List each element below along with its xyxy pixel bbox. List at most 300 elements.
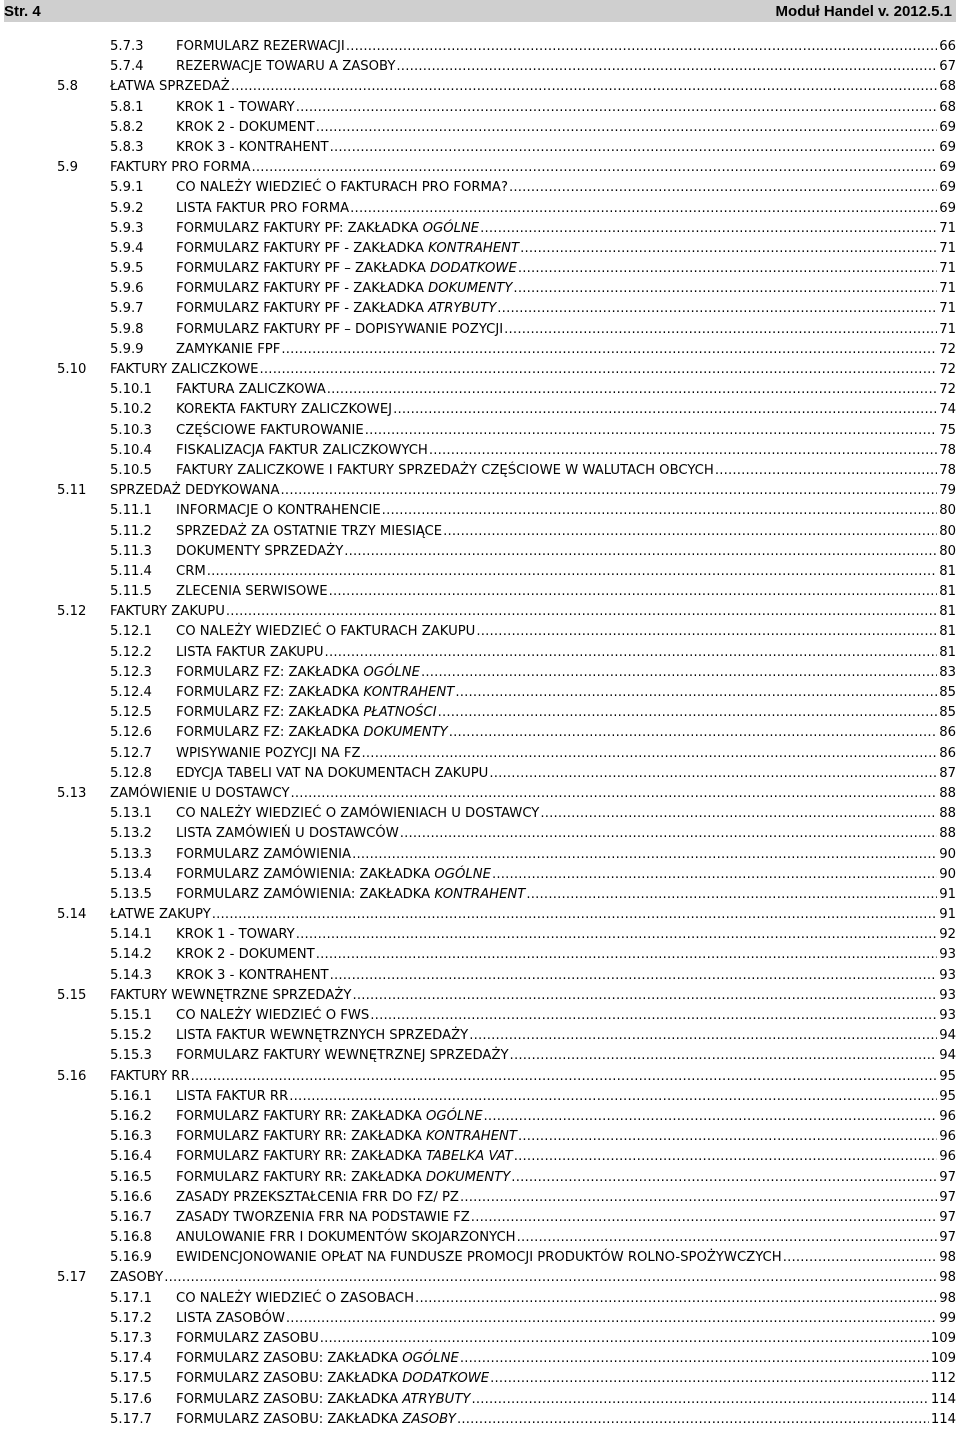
table-of-contents (0, 37, 960, 1430)
toc-entry-page: 96 (939, 1149, 956, 1165)
toc-entry-title: CO NALEŻY WIEDZIEĆ O ZASOBACH (176, 1290, 415, 1306)
toc-entry-number: 5.17.3 (110, 1331, 152, 1346)
dot-leader (329, 582, 938, 602)
toc-entry-number: 5.7.4 (110, 59, 144, 75)
toc-entry[interactable] (0, 602, 960, 622)
toc-entry[interactable] (0, 279, 960, 299)
dot-leader (260, 360, 938, 380)
toc-entry-title: KROK 1 - TOWARY (176, 927, 295, 943)
toc-entry-number: 5.11.2 (110, 523, 152, 539)
toc-entry[interactable] (0, 562, 960, 582)
toc-entry-page: 80 (939, 503, 956, 519)
toc-entry[interactable] (0, 380, 960, 400)
toc-entry-title-italic: OGÓLNE (402, 1351, 459, 1367)
toc-entry-page: 97 (939, 1169, 956, 1185)
dot-leader (396, 57, 937, 77)
toc-entry-number: 5.12.6 (110, 725, 152, 741)
dot-leader (327, 380, 937, 400)
toc-entry-page: 71 (939, 281, 956, 297)
toc-entry[interactable] (0, 481, 960, 501)
toc-entry-page: 69 (939, 139, 956, 155)
toc-entry[interactable] (0, 98, 960, 118)
toc-entry[interactable] (0, 925, 960, 945)
toc-entry-page: 88 (939, 826, 956, 842)
toc-entry-page: 71 (939, 220, 956, 236)
dot-leader (449, 723, 938, 743)
toc-entry-number: 5.12.2 (110, 644, 152, 660)
dot-leader (476, 622, 937, 642)
toc-entry-page: 72 (939, 382, 956, 398)
toc-entry-title: FAKTURY ZAKUPU (110, 604, 225, 620)
dot-leader (207, 562, 937, 582)
dot-leader (320, 1329, 929, 1349)
toc-entry[interactable] (0, 1188, 960, 1208)
toc-entry-title-italic: DOKUMENTY (363, 725, 448, 741)
toc-entry-title: ANULOWANIE FRR I DOKUMENTÓW SKOJARZONYCH (176, 1230, 516, 1246)
toc-entry-title: ZAMYKANIE FPF (176, 341, 281, 357)
toc-entry-title: FORMULARZ FZ: ZAKŁADKA DOKUMENTY (176, 725, 448, 741)
toc-entry-title: LISTA ZAMÓWIEŃ U DOSTAWCÓW (176, 826, 399, 842)
toc-entry-number: 5.13.2 (110, 826, 152, 842)
dot-leader (281, 481, 938, 501)
dot-leader (457, 1410, 929, 1430)
toc-entry-title: FORMULARZ FAKTURY PF - ZAKŁADKA ATRYBUTY (176, 301, 497, 317)
toc-entry[interactable] (0, 945, 960, 965)
toc-entry-page: 93 (939, 967, 956, 983)
toc-entry-number: 5.15 (57, 987, 87, 1003)
toc-entry-page: 114 (930, 1411, 956, 1427)
toc-entry[interactable] (0, 400, 960, 420)
toc-entry-number: 5.11.4 (110, 563, 152, 579)
toc-entry[interactable] (0, 299, 960, 319)
toc-entry[interactable] (0, 1228, 960, 1248)
toc-entry[interactable] (0, 885, 960, 905)
toc-entry-title-italic: OGÓLNE (426, 1108, 483, 1124)
toc-entry-title: FORMULARZ FAKTURY RR: ZAKŁADKA KONTRAHENT (176, 1129, 517, 1145)
toc-entry-title: FORMULARZ FAKTURY PF - ZAKŁADKA DOKUMENTY (176, 281, 513, 297)
toc-entry[interactable] (0, 1309, 960, 1329)
toc-entry-number: 5.14.2 (110, 947, 152, 963)
toc-entry-number: 5.13 (57, 785, 87, 801)
toc-entry-page: 69 (939, 119, 956, 135)
toc-entry-title: FORMULARZ FAKTURY PF – ZAKŁADKA DODATKOWE (176, 261, 517, 277)
dot-leader (504, 320, 937, 340)
toc-entry-page: 68 (939, 99, 956, 115)
toc-entry[interactable] (0, 259, 960, 279)
toc-entry-number: 5.17.2 (110, 1310, 152, 1326)
toc-entry-title: CRM (176, 563, 206, 579)
toc-entry-title: DOKUMENTY SPRZEDAŻY (176, 543, 344, 559)
toc-entry-page: 94 (939, 1028, 956, 1044)
toc-entry-page: 81 (939, 624, 956, 640)
toc-entry-number: 5.12.4 (110, 685, 152, 700)
toc-entry-title: REZERWACJE TOWARU A ZASOBY (176, 59, 396, 75)
dot-leader (365, 421, 938, 441)
toc-entry[interactable] (0, 683, 960, 703)
toc-entry[interactable] (0, 1268, 960, 1288)
toc-entry-page: 88 (939, 806, 956, 822)
toc-entry-number: 5.10.5 (110, 462, 152, 478)
toc-entry-number: 5.9.1 (110, 180, 144, 196)
toc-entry-title: FORMULARZ ZAMÓWIENIA: ZAKŁADKA KONTRAHENT (176, 886, 526, 902)
toc-entry[interactable] (0, 1006, 960, 1026)
dot-leader (518, 259, 937, 279)
toc-entry-page: 85 (939, 685, 956, 700)
toc-entry[interactable] (0, 1026, 960, 1046)
toc-entry-page: 78 (939, 442, 956, 458)
toc-entry[interactable] (0, 582, 960, 602)
toc-entry-number: 5.16.3 (110, 1129, 152, 1145)
toc-entry[interactable] (0, 421, 960, 441)
toc-entry[interactable] (0, 118, 960, 138)
page-number-label: Str. 4 (4, 3, 41, 20)
toc-entry-number: 5.12.8 (110, 765, 152, 781)
toc-entry-title-italic: DOKUMENTY (428, 281, 513, 297)
toc-entry-title-italic: OGÓLNE (434, 866, 491, 882)
toc-entry-number: 5.17.1 (110, 1290, 152, 1306)
toc-entry-page: 97 (939, 1209, 956, 1225)
toc-entry-title-italic: ATRYBUTY (428, 301, 497, 317)
toc-entry-page: 94 (939, 1048, 956, 1064)
dot-leader (212, 905, 937, 925)
page-header (4, 0, 956, 22)
toc-entry-title-italic: ZASOBY (402, 1411, 456, 1427)
toc-entry-title: KROK 2 - DOKUMENT (176, 947, 315, 963)
toc-entry-title-italic: OGÓLNE (422, 220, 480, 236)
toc-entry[interactable] (0, 441, 960, 461)
toc-entry-number: 5.7.3 (110, 39, 144, 54)
toc-entry-title: ŁATWA SPRZEDAŻ (110, 79, 230, 95)
toc-entry-page: 74 (939, 402, 956, 418)
toc-entry-title: FAKTURY ZALICZKOWE (110, 362, 259, 377)
toc-entry-number: 5.10.1 (110, 382, 152, 398)
toc-entry[interactable] (0, 178, 960, 198)
toc-entry[interactable] (0, 1329, 960, 1349)
toc-entry-page: 109 (930, 1351, 956, 1367)
toc-entry-page: 81 (939, 584, 956, 600)
dot-leader (520, 239, 937, 259)
toc-entry-number: 5.16.6 (110, 1189, 152, 1205)
toc-entry-title: FORMULARZ ZASOBU: ZAKŁADKA ZASOBY (176, 1411, 456, 1427)
toc-entry-page: 90 (939, 866, 956, 882)
toc-entry[interactable] (0, 522, 960, 542)
toc-entry-title: FORMULARZ FZ: ZAKŁADKA OGÓLNE (176, 664, 420, 680)
toc-entry-title: FORMULARZ FAKTURY PF: ZAKŁADKA OGÓLNE (176, 220, 480, 236)
toc-entry-number: 5.9.6 (110, 281, 144, 297)
toc-entry-number: 5.10.2 (110, 402, 152, 418)
toc-entry-title: WPISYWANIE POZYCJI NA FZ (176, 745, 361, 761)
toc-entry-title: EDYCJA TABELI VAT NA DOKUMENTACH ZAKUPU (176, 765, 489, 781)
dot-leader (443, 522, 937, 542)
toc-entry-page: 99 (939, 1310, 956, 1326)
toc-entry[interactable] (0, 461, 960, 481)
toc-entry-number: 5.9.3 (110, 220, 144, 236)
toc-entry-number: 5.9.5 (110, 261, 144, 277)
toc-entry[interactable] (0, 37, 960, 57)
toc-entry-page: 88 (939, 785, 956, 801)
toc-entry-page: 91 (939, 907, 956, 923)
toc-entry[interactable] (0, 1127, 960, 1147)
dot-leader (316, 945, 938, 965)
toc-entry-title: KROK 3 - KONTRAHENT (176, 139, 329, 155)
toc-entry-number: 5.16.9 (110, 1250, 152, 1266)
toc-entry-page: 75 (939, 422, 956, 438)
toc-entry-page: 98 (939, 1250, 956, 1266)
toc-entry-title: KROK 3 - KONTRAHENT (176, 967, 329, 983)
toc-entry-title: ZASOBY (110, 1270, 164, 1286)
dot-leader (289, 1087, 937, 1107)
toc-entry-title: FORMULARZ FAKTURY RR: ZAKŁADKA DOKUMENTY (176, 1169, 511, 1185)
toc-entry-number: 5.9.8 (110, 321, 144, 337)
toc-entry[interactable] (0, 824, 960, 844)
toc-entry-title: FAKTURY RR (110, 1068, 190, 1084)
toc-entry-title: FORMULARZ ZASOBU: ZAKŁADKA OGÓLNE (176, 1351, 459, 1367)
dot-leader (330, 138, 938, 158)
toc-entry[interactable] (0, 158, 960, 178)
toc-entry[interactable] (0, 966, 960, 986)
toc-entry[interactable] (0, 643, 960, 663)
toc-entry-title: ZASADY PRZEKSZTAŁCENIA FRR DO FZ/ PZ (176, 1189, 459, 1205)
toc-entry[interactable] (0, 764, 960, 784)
toc-entry[interactable] (0, 1046, 960, 1066)
toc-entry-page: 98 (939, 1290, 956, 1306)
dot-leader (164, 1268, 937, 1288)
toc-entry-page: 71 (939, 240, 956, 256)
toc-entry[interactable] (0, 239, 960, 259)
toc-entry-number: 5.15.2 (110, 1028, 152, 1044)
toc-entry[interactable] (0, 1248, 960, 1268)
toc-entry[interactable] (0, 138, 960, 158)
toc-entry-page: 96 (939, 1129, 956, 1145)
toc-entry-title: CZĘŚCIOWE FAKTUROWANIE (176, 422, 364, 438)
dot-leader (291, 784, 938, 804)
toc-entry-page: 69 (939, 160, 956, 176)
toc-entry-title: FORMULARZ FAKTURY RR: ZAKŁADKA OGÓLNE (176, 1108, 483, 1124)
toc-entry-number: 5.17.4 (110, 1351, 152, 1367)
toc-entry-title: ŁATWE ZAKUPY (110, 907, 211, 923)
dot-leader (509, 178, 937, 198)
dot-leader (460, 1188, 937, 1208)
dot-leader (370, 1006, 937, 1026)
toc-entry-title: CO NALEŻY WIEDZIEĆ O FWS (176, 1008, 370, 1023)
toc-entry-title: INFORMACJE O KONTRAHENCIE (176, 503, 381, 519)
toc-entry-page: 80 (939, 523, 956, 539)
toc-entry[interactable] (0, 744, 960, 764)
toc-entry[interactable] (0, 1067, 960, 1087)
toc-entry-number: 5.9.7 (110, 301, 144, 317)
toc-entry-title: KROK 1 - TOWARY (176, 99, 295, 115)
dot-leader (511, 1168, 937, 1188)
dot-leader (471, 1390, 928, 1410)
toc-entry-page: 95 (939, 1088, 956, 1104)
toc-entry[interactable] (0, 1349, 960, 1369)
toc-entry-number: 5.12 (57, 604, 87, 620)
toc-entry-number: 5.16.4 (110, 1149, 152, 1165)
toc-entry-title-italic: TABELKA VAT (426, 1149, 513, 1165)
toc-entry[interactable] (0, 320, 960, 340)
toc-entry[interactable] (0, 542, 960, 562)
toc-entry[interactable] (0, 784, 960, 804)
toc-entry[interactable] (0, 703, 960, 723)
toc-entry-number: 5.16.1 (110, 1088, 152, 1104)
toc-entry-title: FORMULARZ FAKTURY WEWNĘTRZNEJ SPRZEDAŻY (176, 1048, 509, 1064)
toc-entry[interactable] (0, 77, 960, 97)
toc-entry-number: 5.13.4 (110, 866, 152, 882)
toc-entry-number: 5.9.4 (110, 240, 144, 256)
dot-leader (484, 1107, 938, 1127)
toc-entry-number: 5.8 (57, 79, 78, 95)
toc-entry-number: 5.14.1 (110, 927, 152, 943)
toc-entry-page: 114 (930, 1391, 956, 1407)
dot-leader (429, 441, 937, 461)
toc-entry-title: LISTA FAKTUR WEWNĘTRZNYCH SPRZEDAŻY (176, 1028, 469, 1044)
toc-entry-title: LISTA FAKTUR PRO FORMA (176, 200, 350, 216)
toc-entry-number: 5.13.5 (110, 886, 152, 902)
toc-entry-page: 79 (939, 483, 956, 499)
toc-entry-number: 5.11.1 (110, 503, 152, 519)
toc-entry-title-italic: DODATKOWE (402, 1371, 490, 1387)
toc-entry[interactable] (0, 1410, 960, 1430)
toc-entry[interactable] (0, 845, 960, 865)
toc-entry-number: 5.15.3 (110, 1048, 152, 1064)
dot-leader (715, 461, 937, 481)
toc-entry-page: 96 (939, 1108, 956, 1124)
toc-entry-title: SPRZEDAŻ ZA OSTATNIE TRZY MIESIĄCE (176, 523, 443, 539)
toc-entry-title: LISTA ZASOBÓW (176, 1310, 285, 1326)
toc-entry[interactable] (0, 501, 960, 521)
toc-entry[interactable] (0, 199, 960, 219)
toc-entry-title: FORMULARZ FZ: ZAKŁADKA KONTRAHENT (176, 685, 455, 700)
toc-entry-number: 5.16 (57, 1068, 87, 1084)
toc-entry-number: 5.16.5 (110, 1169, 152, 1185)
toc-entry-title-italic: DODATKOWE (429, 261, 517, 277)
toc-entry-page: 112 (930, 1371, 956, 1387)
dot-leader (783, 1248, 938, 1268)
toc-entry[interactable] (0, 865, 960, 885)
toc-entry[interactable] (0, 1208, 960, 1228)
toc-entry[interactable] (0, 1147, 960, 1167)
dot-leader (346, 37, 937, 57)
dot-leader (400, 824, 937, 844)
toc-entry-page: 91 (939, 886, 956, 902)
toc-entry[interactable] (0, 723, 960, 743)
document-title: Moduł Handel v. 2012.5.1 (775, 3, 952, 20)
toc-entry-title: KOREKTA FAKTURY ZALICZKOWEJ (176, 402, 393, 418)
toc-entry-title: FAKTURY ZALICZKOWE I FAKTURY SPRZEDAŻY CZĘŚCIOWE W WALUTACH OBCYCH (176, 462, 714, 478)
toc-entry[interactable] (0, 986, 960, 1006)
toc-entry-page: 83 (939, 664, 956, 680)
dot-leader (490, 1369, 929, 1389)
toc-entry[interactable] (0, 1289, 960, 1309)
toc-entry-title: FORMULARZ ZAMÓWIENIA: ZAKŁADKA OGÓLNE (176, 866, 491, 882)
toc-entry-number: 5.13.3 (110, 846, 152, 862)
toc-entry-page: 97 (939, 1189, 956, 1205)
toc-entry-title: CO NALEŻY WIEDZIEĆ O FAKTURACH ZAKUPU (176, 624, 476, 640)
toc-entry-title: FORMULARZ FAKTURY PF - ZAKŁADKA KONTRAHENT (176, 240, 520, 256)
toc-entry-number: 5.11.3 (110, 543, 152, 559)
toc-entry[interactable] (0, 1390, 960, 1410)
toc-entry-number: 5.17.6 (110, 1391, 152, 1407)
toc-entry[interactable] (0, 219, 960, 239)
toc-entry-number: 5.15.1 (110, 1008, 152, 1023)
toc-entry-number: 5.14.3 (110, 967, 152, 983)
toc-entry-title: CO NALEŻY WIEDZIEĆ O ZAMÓWIENIACH U DOSTAWCY (176, 806, 540, 822)
toc-entry-number: 5.17.7 (110, 1411, 152, 1427)
dot-leader (480, 219, 937, 239)
toc-entry-title: FORMULARZ FAKTURY RR: ZAKŁADKA TABELKA VAT (176, 1149, 513, 1165)
toc-entry[interactable] (0, 622, 960, 642)
toc-entry-number: 5.17 (57, 1270, 87, 1286)
toc-entry-title: LISTA FAKTUR ZAKUPU (176, 644, 324, 660)
toc-entry-title: EWIDENCJONOWANIE OPŁAT NA FUNDUSZE PROMOCJI PRODUKTÓW ROLNO-SPOŻYWCZYCH (176, 1250, 782, 1266)
dot-leader (526, 885, 937, 905)
toc-entry-page: 66 (939, 39, 956, 54)
toc-entry[interactable] (0, 1087, 960, 1107)
toc-entry-page: 98 (939, 1270, 956, 1286)
toc-entry-number: 5.12.5 (110, 705, 152, 721)
toc-entry-page: 71 (939, 261, 956, 277)
toc-entry[interactable] (0, 1107, 960, 1127)
toc-entry-title: FAKTURY WEWNĘTRZNE SPRZEDAŻY (110, 987, 352, 1003)
dot-leader (492, 865, 937, 885)
toc-entry-page: 78 (939, 462, 956, 478)
toc-entry-title-italic: KONTRAHENT (363, 685, 455, 700)
toc-entry-page: 90 (939, 846, 956, 862)
dot-leader (517, 1228, 938, 1248)
dot-leader (316, 118, 938, 138)
toc-entry-number: 5.8.1 (110, 99, 144, 115)
toc-entry-page: 93 (939, 987, 956, 1003)
toc-entry-page: 95 (939, 1068, 956, 1084)
toc-entry[interactable] (0, 340, 960, 360)
dot-leader (393, 400, 937, 420)
toc-entry-title: ZASADY TWORZENIA FRR NA PODSTAWIE FZ (176, 1209, 470, 1225)
toc-entry-page: 93 (939, 947, 956, 963)
dot-leader (489, 764, 937, 784)
toc-entry-number: 5.9 (57, 160, 78, 176)
toc-entry-number: 5.10 (57, 362, 87, 377)
toc-entry-title: FAKTURA ZALICZKOWA (176, 382, 326, 398)
toc-entry-number: 5.11.5 (110, 584, 152, 600)
toc-entry-page: 93 (939, 1008, 956, 1023)
toc-entry[interactable] (0, 905, 960, 925)
toc-entry-page: 81 (939, 644, 956, 660)
dot-leader (191, 1067, 938, 1087)
toc-entry-page: 80 (939, 543, 956, 559)
toc-entry-number: 5.10.3 (110, 422, 152, 438)
toc-entry-page: 72 (939, 362, 956, 377)
toc-entry[interactable] (0, 663, 960, 683)
toc-entry[interactable] (0, 804, 960, 824)
toc-entry-title: ZLECENIA SERWISOWE (176, 584, 328, 600)
toc-entry-title-italic: PŁATNOŚCI (363, 705, 437, 721)
toc-entry-page: 68 (939, 79, 956, 95)
toc-entry-page: 81 (939, 563, 956, 579)
dot-leader (286, 1309, 937, 1329)
toc-entry[interactable] (0, 1168, 960, 1188)
toc-entry-title-italic: KONTRAHENT (434, 886, 526, 902)
toc-entry[interactable] (0, 360, 960, 380)
toc-entry-number: 5.9.9 (110, 341, 144, 357)
toc-entry-page: 86 (939, 725, 956, 741)
toc-entry[interactable] (0, 57, 960, 77)
toc-entry-number: 5.14 (57, 907, 87, 923)
toc-entry-page: 71 (939, 321, 956, 337)
toc-entry-number: 5.12.7 (110, 745, 152, 761)
dot-leader (281, 340, 937, 360)
dot-leader (350, 199, 937, 219)
toc-entry[interactable] (0, 1369, 960, 1389)
